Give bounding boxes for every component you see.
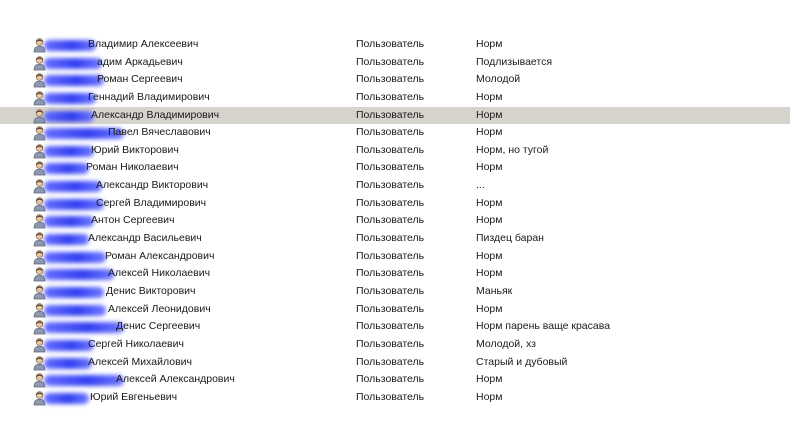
user-comment: Норм <box>476 249 503 262</box>
user-comment: Норм <box>476 108 503 121</box>
redaction-smudge <box>44 75 104 86</box>
list-item[interactable] <box>0 142 790 160</box>
user-name: Алексей Александрович <box>116 373 235 386</box>
user-list <box>0 36 790 406</box>
user-name: Александр Викторович <box>96 179 209 192</box>
user-name: Павел Вячеславович <box>108 126 211 139</box>
user-name: Александр Васильевич <box>88 232 202 245</box>
user-role: Пользователь <box>356 302 425 315</box>
user-name: Алексей Николаевич <box>108 267 211 280</box>
list-item[interactable] <box>0 195 790 213</box>
list-item[interactable] <box>0 265 790 283</box>
user-name: Юрий Викторович <box>91 143 179 156</box>
user-comment: Норм парень ваще красава <box>476 320 611 333</box>
user-role: Пользователь <box>356 284 425 297</box>
user-comment: Молодой <box>476 73 521 86</box>
user-name: Юрий Евгеньевич <box>90 390 178 403</box>
list-item[interactable] <box>0 177 790 195</box>
list-item[interactable] <box>0 212 790 230</box>
redaction-smudge <box>44 375 124 386</box>
redaction-smudge <box>44 216 94 227</box>
list-item[interactable] <box>0 354 790 372</box>
redaction-smudge <box>44 287 104 298</box>
user-role: Пользователь <box>356 373 425 386</box>
user-role: Пользователь <box>356 126 425 139</box>
redaction-smudge <box>44 340 94 351</box>
redaction-smudge <box>44 199 104 210</box>
user-role: Пользователь <box>356 320 425 333</box>
user-name: Денис Сергеевич <box>116 320 201 333</box>
user-comment: Норм <box>476 90 503 103</box>
user-name: Владимир Алексеевич <box>88 38 199 50</box>
list-item[interactable] <box>0 301 790 319</box>
redaction-smudge <box>44 234 89 245</box>
user-comment: Норм <box>476 302 503 315</box>
user-comment: ... <box>476 179 485 192</box>
redaction-smudge <box>44 181 102 192</box>
user-name: Александр Владимирович <box>91 108 220 121</box>
user-comment: Норм <box>476 38 503 50</box>
redaction-smudge <box>44 269 114 280</box>
user-name: Роман Николаевич <box>86 161 179 174</box>
list-item[interactable] <box>0 107 790 125</box>
user-comment: Норм <box>476 196 503 209</box>
list-item[interactable] <box>0 89 790 107</box>
list-item[interactable] <box>0 71 790 89</box>
user-comment: Норм <box>476 161 503 174</box>
list-item[interactable] <box>0 248 790 266</box>
redaction-smudge <box>44 146 94 157</box>
redaction-smudge <box>44 163 89 174</box>
list-item[interactable] <box>0 371 790 389</box>
user-name: Роман Александрович <box>105 249 215 262</box>
user-name: Денис Викторович <box>106 284 196 297</box>
user-comment: Норм <box>476 214 503 227</box>
user-role: Пользователь <box>356 38 425 50</box>
user-comment: Норм <box>476 267 503 280</box>
redaction-smudge <box>44 358 92 369</box>
redaction-smudge <box>44 252 106 263</box>
list-item[interactable] <box>0 283 790 301</box>
list-item[interactable] <box>0 124 790 142</box>
user-role: Пользователь <box>356 108 425 121</box>
user-comment: Пиздец баран <box>476 232 544 245</box>
user-role: Пользователь <box>356 161 425 174</box>
user-name: Алексей Михайлович <box>88 355 193 368</box>
user-role: Пользователь <box>356 179 425 192</box>
redaction-smudge <box>44 111 94 122</box>
user-role: Пользователь <box>356 55 425 68</box>
user-comment: Норм, но тугой <box>476 143 549 156</box>
user-comment: Молодой, хз <box>476 337 536 350</box>
user-role: Пользователь <box>356 214 425 227</box>
user-role: Пользователь <box>356 232 425 245</box>
list-item[interactable] <box>0 336 790 354</box>
user-name: Роман Сергеевич <box>97 73 183 86</box>
redaction-smudge <box>44 393 89 404</box>
user-role: Пользователь <box>356 143 425 156</box>
user-name: Антон Сергеевич <box>91 214 175 227</box>
list-item[interactable] <box>0 389 790 407</box>
user-comment: Старый и дубовый <box>476 355 568 368</box>
user-name: Сергей Владимирович <box>96 196 207 209</box>
user-role: Пользователь <box>356 337 425 350</box>
user-name: адим Аркадьевич <box>97 55 183 68</box>
user-comment: Норм <box>476 126 503 139</box>
list-item[interactable] <box>0 36 790 54</box>
redaction-smudge <box>44 322 124 333</box>
user-comment: Норм <box>476 390 503 403</box>
user-comment: Подлизывается <box>476 55 553 68</box>
user-comment: Норм <box>476 373 503 386</box>
list-item[interactable] <box>0 318 790 336</box>
user-comment: Маньяк <box>476 284 513 297</box>
user-role: Пользователь <box>356 90 425 103</box>
redaction-smudge <box>44 58 102 69</box>
user-name: Сергей Николаевич <box>88 337 184 350</box>
list-item[interactable] <box>0 54 790 72</box>
user-role: Пользователь <box>356 390 425 403</box>
user-name: Алексей Леонидович <box>108 302 211 315</box>
user-role: Пользователь <box>356 249 425 262</box>
user-role: Пользователь <box>356 267 425 280</box>
list-item[interactable] <box>0 230 790 248</box>
user-role: Пользователь <box>356 73 425 86</box>
redaction-smudge <box>44 305 106 316</box>
user-role: Пользователь <box>356 196 425 209</box>
user-role: Пользователь <box>356 355 425 368</box>
user-name: Геннадий Владимирович <box>88 90 210 103</box>
list-item[interactable] <box>0 159 790 177</box>
